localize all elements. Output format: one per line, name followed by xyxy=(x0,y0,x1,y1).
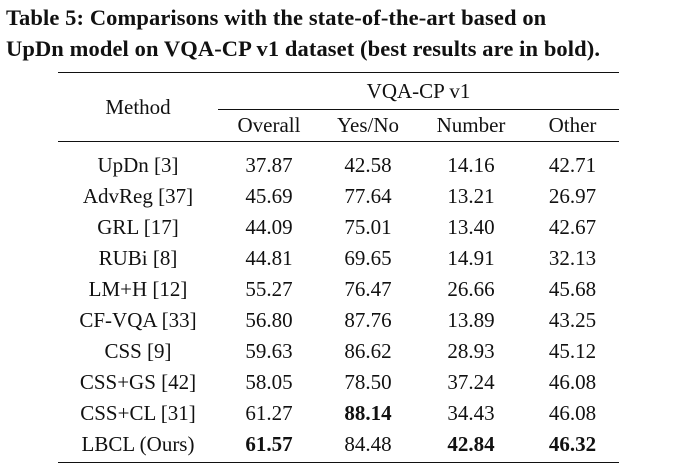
number-cell: 14.16 xyxy=(447,153,495,177)
number-cell: 28.93 xyxy=(447,339,495,363)
method-cell: LBCL (Ours) xyxy=(58,429,218,463)
overall-cell: 56.80 xyxy=(245,308,293,332)
overall-cell: 55.27 xyxy=(245,277,293,301)
yes-no-cell: 77.64 xyxy=(344,184,392,208)
overall-cell: 61.57 xyxy=(218,429,320,463)
method-cell: CSS [9] xyxy=(104,339,172,363)
method-cell: CF-VQA [33] xyxy=(79,308,197,332)
dataset-group-header: VQA-CP v1 xyxy=(218,73,619,110)
number-cell: 37.24 xyxy=(447,370,495,394)
method-column-header: Method xyxy=(58,73,218,142)
caption-line-2: UpDn model on VQA-CP v1 dataset (best results are in bold). xyxy=(6,36,601,61)
method-cell: CSS+GS [42] xyxy=(79,370,197,394)
table-row xyxy=(58,367,619,398)
number-cell: 34.43 xyxy=(447,401,495,425)
column-header-yes-no: Yes/No xyxy=(320,110,416,142)
number-cell: 13.89 xyxy=(447,308,495,332)
other-cell: 45.12 xyxy=(548,339,597,363)
number-cell: 13.21 xyxy=(447,184,495,208)
method-cell: AdvReg [37] xyxy=(82,184,194,208)
other-cell: 42.67 xyxy=(548,215,597,239)
other-cell: 32.13 xyxy=(548,246,597,270)
column-header-overall: Overall xyxy=(218,110,320,142)
number-cell: 14.91 xyxy=(447,246,495,270)
table-body xyxy=(58,142,619,463)
yes-no-cell: 86.62 xyxy=(344,339,392,363)
overall-cell: 58.05 xyxy=(245,370,293,394)
yes-no-cell: 87.76 xyxy=(344,308,392,332)
column-header-other: Other xyxy=(526,110,619,142)
method-cell: CSS+CL [31] xyxy=(80,401,196,425)
caption-line-1: Table 5: Comparisons with the state-of-the-art based on xyxy=(6,5,547,30)
other-cell: 26.97 xyxy=(548,184,597,208)
overall-cell: 44.09 xyxy=(245,215,293,239)
table-row xyxy=(58,429,619,463)
table-row xyxy=(58,336,619,367)
table-row xyxy=(58,305,619,336)
yes-no-cell: 78.50 xyxy=(344,370,392,394)
yes-no-cell: 42.58 xyxy=(344,153,392,177)
table-header xyxy=(58,73,619,142)
other-cell: 43.25 xyxy=(548,308,597,332)
overall-cell: 59.63 xyxy=(245,339,293,363)
table-caption xyxy=(6,2,675,64)
number-cell: 13.40 xyxy=(447,215,495,239)
table-row xyxy=(58,181,619,212)
method-cell: RUBi [8] xyxy=(98,246,178,270)
other-cell: 46.08 xyxy=(548,401,597,425)
table-row xyxy=(58,212,619,243)
yes-no-cell: 88.14 xyxy=(344,401,392,425)
overall-cell: 37.87 xyxy=(245,153,293,177)
other-cell: 42.71 xyxy=(548,153,597,177)
yes-no-cell: 76.47 xyxy=(344,277,392,301)
method-cell: GRL [17] xyxy=(97,215,179,239)
method-cell: UpDn [3] xyxy=(97,153,179,177)
yes-no-cell: 84.48 xyxy=(320,429,416,463)
yes-no-cell: 75.01 xyxy=(344,215,392,239)
column-header-number: Number xyxy=(416,110,526,142)
number-cell: 26.66 xyxy=(447,277,495,301)
results-table-container xyxy=(58,72,619,463)
other-cell: 46.32 xyxy=(526,429,619,463)
overall-cell: 61.27 xyxy=(245,401,293,425)
table-row xyxy=(58,243,619,274)
results-table xyxy=(58,72,619,463)
other-cell: 46.08 xyxy=(548,370,597,394)
method-cell: LM+H [12] xyxy=(88,277,188,301)
yes-no-cell: 69.65 xyxy=(344,246,392,270)
number-cell: 42.84 xyxy=(416,429,526,463)
table-row xyxy=(58,142,619,182)
overall-cell: 45.69 xyxy=(245,184,293,208)
table-row xyxy=(58,274,619,305)
table-row xyxy=(58,398,619,429)
overall-cell: 44.81 xyxy=(245,246,293,270)
other-cell: 45.68 xyxy=(548,277,597,301)
